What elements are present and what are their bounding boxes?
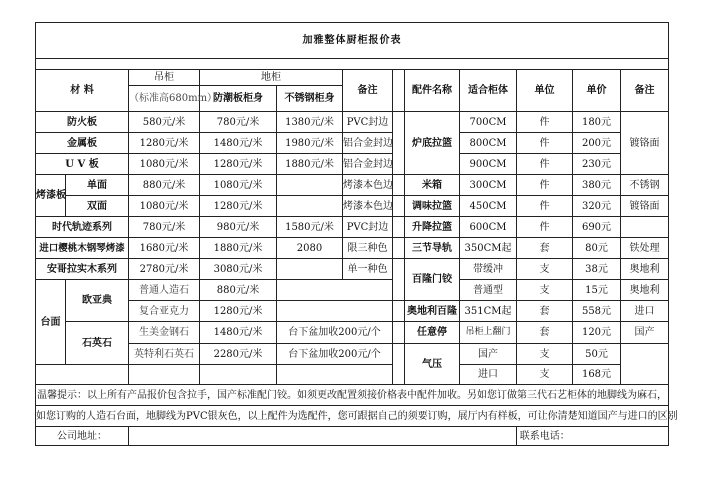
material-name: 进口樱桃木钢琴烤漆: [36, 238, 129, 259]
unit-value: 件: [517, 175, 573, 196]
material-name: 时代轨迹系列: [36, 217, 129, 238]
accessory-name: 任意停: [405, 322, 460, 344]
price-value: 320元: [573, 196, 621, 217]
unit-value: 支: [517, 344, 573, 365]
material-name: 单面: [66, 175, 129, 196]
price-value: 38元: [573, 259, 621, 280]
steel-price: [277, 259, 343, 280]
countertop-extra: 台下盆加收200元/个: [277, 322, 393, 344]
unit-value: 支: [517, 280, 573, 301]
material-name: 防火板: [36, 112, 129, 133]
price-value: 690元: [573, 217, 621, 238]
hanging-price: 1080元/米: [129, 196, 200, 217]
hanging-price: 1080元/米: [129, 154, 200, 175]
group-name: 台面: [36, 280, 66, 365]
moisture-price: 1880元/米: [200, 238, 277, 259]
fit-value: 600CM: [460, 217, 517, 238]
countertop-price: 1480元/米: [200, 322, 277, 344]
hanging-price: 2780元/米: [129, 259, 200, 280]
unit-value: 件: [517, 217, 573, 238]
countertop-type: 生美金钢石: [129, 322, 200, 344]
gap-cell: [393, 344, 405, 385]
fit-value: 吊柜上翻门: [460, 322, 517, 344]
material-name: 欧亚典: [66, 280, 129, 322]
material-note: 铝合金封边: [343, 154, 393, 175]
accessory-note: 铁处理: [621, 238, 669, 259]
gap-cell: [393, 217, 405, 238]
hanging-price: 1280元/米: [129, 133, 200, 154]
group-name: 烤漆板: [36, 175, 66, 217]
steel-price: 2080: [277, 238, 343, 259]
gap-cell: [393, 238, 405, 259]
accessory-name: 奥地利百隆: [405, 301, 460, 322]
accessory-note: 国产: [621, 322, 669, 344]
moisture-price: 980元/米: [200, 217, 277, 238]
countertop-price: 1280元/米: [200, 301, 277, 322]
countertop-extra: 台下盆加收200元/个: [277, 344, 393, 365]
phone-label: 联系电话：: [517, 427, 573, 446]
header-floor-steel: 不锈钢柜身: [277, 86, 343, 112]
fit-value: 进口: [460, 365, 517, 385]
header-floor: 地柜: [200, 70, 343, 86]
moisture-price: 780元/米: [200, 112, 277, 133]
price-value: 120元: [573, 322, 621, 344]
gap-cell: [393, 301, 405, 322]
unit-value: 套: [517, 322, 573, 344]
fit-value: 350CM起: [460, 238, 517, 259]
phone-value: [573, 427, 669, 446]
header-unit: 单位: [517, 70, 573, 112]
material-note: 限三种色: [343, 238, 393, 259]
material-name: 双面: [66, 196, 129, 217]
accessory-name: 百隆门铰: [405, 259, 460, 301]
countertop-type: 复合亚克力: [129, 301, 200, 322]
material-note: 铝合金封边: [343, 133, 393, 154]
header-hanging-sub: （标准高680mm）: [129, 86, 200, 112]
unit-value: 支: [517, 259, 573, 280]
gap-cell: [393, 175, 405, 196]
steel-price: 1580元/米: [277, 217, 343, 238]
accessory-note: 进口: [621, 301, 669, 322]
moisture-price: 3080元/米: [200, 259, 277, 280]
moisture-price: 1480元/米: [200, 133, 277, 154]
hanging-price: 1680元/米: [129, 238, 200, 259]
material-name: 石英石: [66, 322, 129, 365]
blank-cell: [200, 365, 277, 385]
material-name: U V 板: [36, 154, 129, 175]
price-value: 15元: [573, 280, 621, 301]
unit-value: 支: [517, 365, 573, 385]
unit-value: 套: [517, 238, 573, 259]
company-address-value: [129, 427, 517, 446]
fit-value: 800CM: [460, 133, 517, 154]
header-accessory: 配件名称: [405, 70, 460, 112]
accessory-name: 气压: [405, 344, 460, 385]
price-value: 50元: [573, 344, 621, 365]
unit-value: 件: [517, 112, 573, 133]
material-note: 单一种色: [343, 259, 393, 280]
header-price: 单价: [573, 70, 621, 112]
accessory-name: 三节导轨: [405, 238, 460, 259]
countertop-extra: [277, 280, 393, 301]
accessory-note: 镀铬面: [621, 196, 669, 217]
accessory-note: [621, 217, 669, 238]
accessory-note: [621, 344, 669, 385]
unit-value: 套: [517, 301, 573, 322]
spacer-row: [36, 59, 669, 70]
price-table: [35, 22, 678, 446]
price-value: 168元: [573, 365, 621, 385]
gap-cell: [393, 196, 405, 217]
header-gap: [393, 70, 405, 112]
header-floor-moisture: 防潮板柜身: [200, 86, 277, 112]
moisture-price: 1280元/米: [200, 196, 277, 217]
header-note2: 备注: [621, 70, 669, 112]
price-value: 230元: [573, 154, 621, 175]
blank-cell: [36, 365, 129, 385]
quotation-sheet: [35, 22, 678, 446]
countertop-price: 2280元/米: [200, 344, 277, 365]
price-value: 80元: [573, 238, 621, 259]
material-note: PVC封边: [343, 217, 393, 238]
material-note: PVC封边: [343, 112, 393, 133]
fit-value: 351CM起: [460, 301, 517, 322]
countertop-price: 880元/米: [200, 280, 277, 301]
gap-cell: [393, 322, 405, 344]
unit-value: 件: [517, 133, 573, 154]
steel-price: 1980元/米: [277, 133, 343, 154]
unit-value: 件: [517, 196, 573, 217]
blank-cell: [277, 365, 393, 385]
steel-price: 1380元/米: [277, 112, 343, 133]
hanging-price: 880元/米: [129, 175, 200, 196]
header-note: 备注: [343, 70, 393, 112]
fit-value: 900CM: [460, 154, 517, 175]
unit-value: 件: [517, 154, 573, 175]
footer-note-line2: 如您订购的人造石台面，地脚线为PVC银灰色，以上配件为选配件，您可跟据自己的须要订购，展厅内有样板，可让你清楚知道国产与进口的区别: [36, 406, 669, 427]
moisture-price: 1080元/米: [200, 175, 277, 196]
accessory-note: 镀铬面: [621, 112, 669, 175]
price-value: 558元: [573, 301, 621, 322]
accessory-name: 米箱: [405, 175, 460, 196]
accessory-note: 奥地利: [621, 259, 669, 280]
accessory-name: 调味拉篮: [405, 196, 460, 217]
hanging-price: 580元/米: [129, 112, 200, 133]
fit-value: 国产: [460, 344, 517, 365]
header-material: 材 料: [36, 70, 129, 112]
price-value: 380元: [573, 175, 621, 196]
accessory-name: 炉底拉篮: [405, 112, 460, 175]
gap-cell: [393, 259, 405, 301]
price-value: 200元: [573, 133, 621, 154]
fit-value: 450CM: [460, 196, 517, 217]
moisture-price: 1280元/米: [200, 154, 277, 175]
company-address-label: 公司地址：: [36, 427, 129, 446]
countertop-extra: [277, 301, 393, 322]
fit-value: 普通型: [460, 280, 517, 301]
countertop-type: 普通人造石: [129, 280, 200, 301]
fit-value: 300CM: [460, 175, 517, 196]
steel-price: [277, 175, 343, 196]
steel-price: [277, 196, 343, 217]
gap-cell: [393, 112, 405, 175]
material-name: 金属板: [36, 133, 129, 154]
fit-value: 700CM: [460, 112, 517, 133]
blank-cell: [129, 365, 200, 385]
material-note: 烤漆本色边: [343, 175, 393, 196]
material-name: 安哥拉实木系列: [36, 259, 129, 280]
steel-price: 1880元/米: [277, 154, 343, 175]
sheet-title: 加雅整体厨柜报价表: [36, 23, 669, 59]
fit-value: 带缓冲: [460, 259, 517, 280]
accessory-note: 不锈钢: [621, 175, 669, 196]
price-value: 180元: [573, 112, 621, 133]
countertop-type: 英特利石英石: [129, 344, 200, 365]
header-fit: 适合柜体: [460, 70, 517, 112]
material-note: 烤漆本色边: [343, 196, 393, 217]
accessory-name: 升降拉篮: [405, 217, 460, 238]
accessory-note: 奥地利: [621, 280, 669, 301]
header-hanging: 吊柜: [129, 70, 200, 86]
footer-note-line1: 温馨提示：以上所有产品报价包含拉手，国产标准配门铰。如须更改配置须接价格表中配件加收。另如您订做第三代石艺柜体的地脚线为麻石，: [36, 385, 669, 406]
hanging-price: 780元/米: [129, 217, 200, 238]
